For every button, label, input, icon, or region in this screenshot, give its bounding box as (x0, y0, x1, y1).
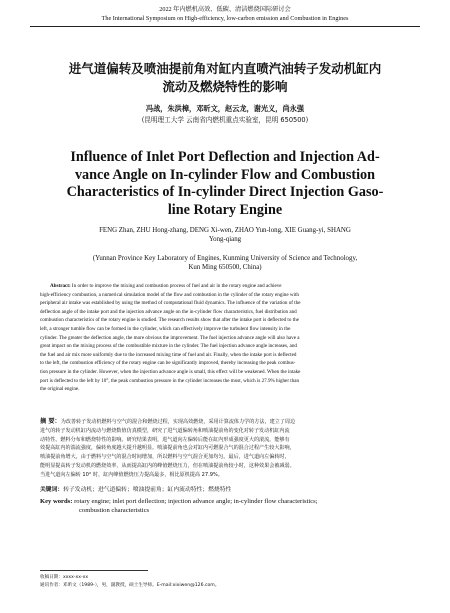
cn-abstract-line: 效提高缸内的湍流强度，偏转角度越大提升越明显。喷油提前角也会对缸内可燃混合气的混合过程产生较大影响， (40, 445, 295, 452)
cn-abstract-line: 喷油提前角增大，由于燃料与空气的混合时间增加，所以燃料与空气混合更加均匀。最后，进气道向左偏转时， (40, 454, 290, 461)
abstract-line: cylinder. The greater the deflection angle, the more obvious the improvement. The fuel injection advance angle will also have a (40, 334, 300, 341)
abstract-line: peripheral air intake was established by using the method of computational fluid dynamics. The influence of the variation of the (40, 300, 301, 307)
cn-abstract-label: 摘 要： (40, 418, 61, 425)
abstract-line: left, a stronger tumble flow can be formed in the cylinder, which can effectively improve the turbulent flow intensity in the (40, 325, 291, 332)
running-header (40, 6, 410, 23)
english-authors-line: FENG Zhan, ZHU Hong-zhang, DENG Xi-wen, ZHAO Yun-long, XIE Guang-yi, SHANG (99, 227, 351, 234)
header-english: The International Symposium on High-efficiency, low-carbon emission and Combustion in Engines (101, 14, 349, 22)
footnote-divider (40, 570, 148, 571)
chinese-abstract (40, 418, 410, 480)
cn-abstract-text: 为改善转子发动机燃料与空气的混合和燃烧过程，实现高效燃烧，采用计算流体力学的方法，建立了周边 (60, 419, 296, 425)
abstract-line (40, 282, 410, 291)
english-title-line: Characteristics of In-cylinder Direct Injection Gaso- (66, 184, 384, 200)
abstract-line: high-efficiency combustion, a numerical simulation model of the flow and combustion in the cylinder of the rotary engine with (40, 291, 299, 298)
abstract-text: In order to improve the mixing and combustion process of fuel and air in the rotary engine and achieve (70, 283, 282, 289)
english-authors-line: Yong-qiang (208, 236, 242, 244)
abstract-line: the original engine. (40, 386, 80, 393)
cn-abstract-line: 进气的转子发动机缸内流动与燃烧数值仿真模型，研究了进气道偏转角和喷油提前角的变化对转子发动机缸内流 (40, 427, 290, 434)
english-title-line: Influence of Inlet Port Deflection and Injection Ad- (70, 149, 380, 165)
abstract-line: to the left, the combustion efficiency of the rotary engine can be significantly improved, thereby increasing the peak combus- (40, 360, 296, 367)
abstract-line: tion pressure in the cylinder. However, when the injection advance angle is small, this effect will be weakened. When the intake (40, 368, 301, 375)
footnote (40, 574, 410, 590)
abstract-line: the fuel and air mix more uniformly due to the increased mixing time of fuel and air. Finally, when the intake port is deflected (40, 351, 297, 358)
header-divider (30, 26, 420, 27)
abstract-line: port is deflected to the left by 10°, the peak combustion pressure in the cylinder increases the most, which is 27.9% higher than (40, 377, 300, 384)
chinese-title-line: 流动及燃烧特性的影响 (162, 79, 288, 94)
chinese-title-line: 进气道偏转及喷油提前角对缸内直喷汽油转子发动机缸内 (68, 61, 382, 76)
cn-abstract-line: 当进气道向左偏转 10° 时，缸内峰值燃烧压力提高最多，相比原机提高 27.9%。 (40, 471, 223, 478)
english-title-line: line Rotary Engine (167, 201, 283, 218)
en-keywords-text: rotary engine; inlet port deflection; injection advance angle; in-cylinder flow characteristics; (72, 498, 318, 505)
cn-abstract-line: 动特性、燃料分布和燃烧特性的影响。研究结果表明，进气道向左偏转后能在缸内形成强度更大的滚流，能够有 (40, 436, 290, 443)
english-affiliation (60, 254, 390, 273)
abstract-line: great impact on the mixing process of the combustible mixture in the cylinder. The fuel injection advance angle increases, and (40, 343, 297, 350)
abstract-line: combustion characteristics of the rotary engine is studied. The research results show that after the intake port is deflected to the (40, 317, 299, 324)
english-affiliation-line: Kun Ming 650500, China) (188, 264, 262, 272)
cn-keywords-label: 关键词： (40, 487, 64, 493)
en-keywords-label: Key words: (40, 498, 73, 505)
abstract-line: deflection angle of the intake port and the injection advance angle on the in-cylinder flow characteristics, fuel distribution and (40, 308, 297, 315)
english-title (58, 149, 392, 219)
chinese-keywords (40, 486, 410, 495)
en-keywords-line (40, 497, 410, 506)
received-date: 收稿日期：xxxx-xx-xx (40, 575, 89, 580)
corresponding-author: 通讯作者：邓昕文（1989-），男，副教授，硕士生导师。E-mail:xixiwen@126.com。 (40, 583, 220, 588)
cn-abstract-line (40, 418, 410, 427)
english-authors (60, 226, 390, 245)
header-chinese: 2022 年内燃机高效、低碳、清洁燃烧国际研讨会 (159, 6, 291, 13)
english-abstract (40, 282, 410, 394)
chinese-authors: 冯战，朱洪樟，邓昕文，赵云龙，谢光义，尚永强 (145, 104, 305, 113)
cn-keywords-text: 转子发动机；进气道偏转；喷油提前角；缸内流动特性；燃烧特性 (63, 487, 232, 493)
abstract-label: Abstract: (50, 283, 71, 289)
chinese-affiliation: (昆明理工大学 云南省内燃机重点实验室，昆明 650500) (141, 116, 309, 124)
english-keywords (40, 497, 410, 515)
cn-abstract-line: 能明显提高转子发动机的燃烧效率，从而提高缸内的峰值燃烧压力，但在喷油提前角较小时，这种效果会被减弱。 (40, 462, 295, 469)
chinese-title (30, 60, 420, 96)
english-affiliation-line: (Yunnan Province Key Laboratory of Engines, Kunming University of Science and Technology, (92, 255, 358, 262)
english-title-line: vance Angle on In-cylinder Flow and Combustion (74, 166, 376, 183)
en-keywords-line: combustion characteristics (79, 507, 150, 514)
